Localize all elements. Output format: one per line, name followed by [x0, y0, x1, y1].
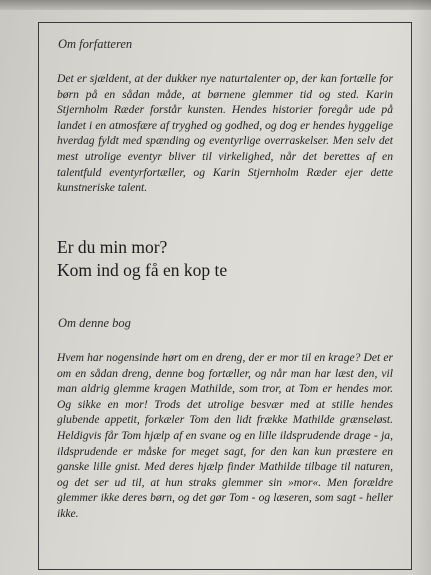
book-cover-edge [0, 0, 431, 10]
book-title-1: Er du min mor? [57, 237, 168, 257]
about-book-text: Hvem har nogensinde hørt om en dreng, der er mor til en krage? Det er om en sådan dreng, denne bog fortæller, og når man har læst den, vil man aldrig glemme kragen Mathilde, som tror, at Tom er hendes mor. Og sikke en mor! Trods det utrolige besvær med at stille hendes glubende appetit, forkæler Tom den lidt frække Mathilde grænseløst. Heldigvis får Tom hjælp af en svane og en lille ildsprudende drage - ja, ildsprudende er måske for meget sagt, for den kan kun præstere en ganske lille gnist. Med deres hjælp finder Mathilde tilbage til naturen, og det ser ud til, at hun straks glemmer sin »mor«. Men forældre glemmer ikke deres børn, og det gør Tom - og læseren, som sagt - heller ikke. [57, 351, 393, 520]
about-author-heading: Om forfatteren [58, 37, 133, 51]
about-author-text: Det er sjældent, at der dukker nye naturtalenter op, der kan fortælle for børn på en sådan måde, at børnene glemmer tid og sted. Karin Stjernholm Ræder forstår kunsten. Hendes historier foregår ude på landet i en atmosfære af tryghed og godhed, og dog er hendes hyggelige hverdag fyldt med spænding og eventyrlige overraskelser. Men selv det mest utrolige eventyr bliver til virkelighed, når det berettes af en talentfuld eventyrfortæller, og Karin Stjernholm Ræder ejer dette kunstneriske talent. [57, 72, 393, 195]
page-shadow [409, 0, 431, 575]
about-book-heading: Om denne bog [58, 316, 131, 330]
book-title-2: Kom ind og få en kop te [57, 260, 228, 280]
